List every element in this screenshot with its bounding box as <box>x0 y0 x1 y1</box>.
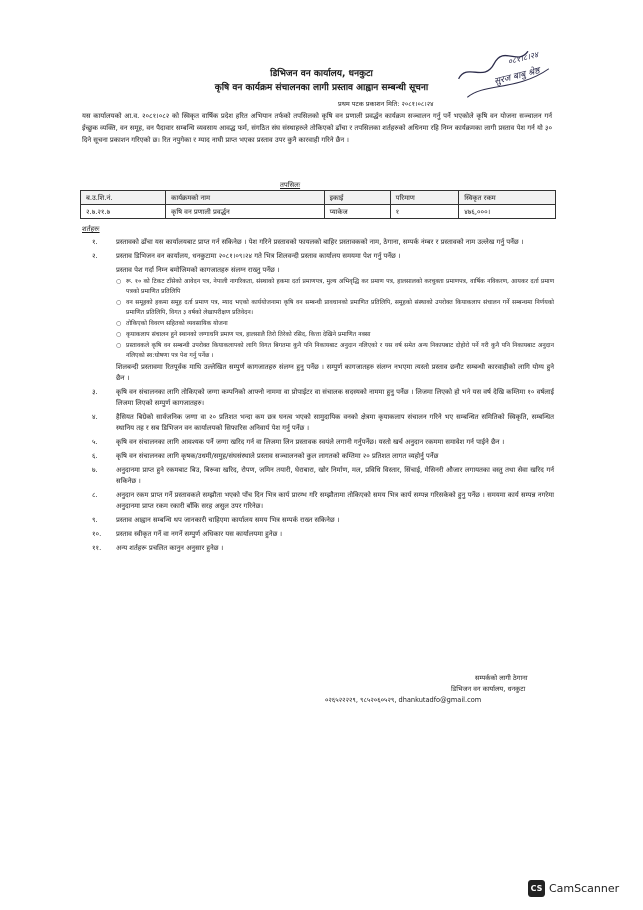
publication-date: प्रथम पटक प्रकाशन मिति: २०८१।०८।२४ <box>338 100 434 108</box>
condition-item <box>92 387 554 409</box>
condition-number <box>92 265 116 384</box>
table-caption: तपसिलः <box>280 181 301 189</box>
condition-number: १. <box>92 238 98 246</box>
program-table <box>80 190 556 219</box>
col-budget-code: ब.उ.शि.नं. <box>81 191 166 205</box>
cell-program-name: कृषि वन प्रणाली प्रवर्द्धन <box>166 205 325 219</box>
cell-budget-code: २.७.२१.७ <box>81 205 166 219</box>
condition-item <box>92 451 554 462</box>
stamp-name: सुरज बाबु श्रेष्ठ <box>493 66 541 88</box>
documents-note: शिलबन्दी प्रस्तावमा रितपूर्वक माथि उल्लेखित सम्पुर्ण कागजातहरु संलग्न हुनु पर्नेछ । सम्पुर्ण कागजातहरु संलग्न नभएमा त्यस्तो प्रस्ताव छनौट सम्बन्धी कारवाहीको लागि योग्य हुने छैन । <box>116 363 554 382</box>
camscanner-watermark <box>528 880 619 897</box>
document-item <box>116 330 554 340</box>
condition-text: कृषि वन संचालनका लागि आवश्यक पर्ने जग्गा खरिद गर्न वा लिजमा लिन प्रस्तावक स्वयंले लगानी गर्नुपर्नेछ। यस्तो खर्च अनुदान रकममा समावेश गर्न पाईने छैन । <box>116 438 505 446</box>
document-item <box>116 298 554 318</box>
conditions-list <box>92 237 554 557</box>
condition-text: अनुदान रकम प्राप्त गर्ने प्रस्तावकले सम्झौता भएको पाँच दिन भित्र कार्य प्रारम्भ गरि सम्झौतामा तोकिएको समय भित्र कार्य सम्पन्न गरिसकेको हुनु पर्नेछ । समयमा कार्य सम्पन्न नगरेमा अनुदानमा प्राप्त रकम रकारी बाँकि सरह असुल उपर गरिनेछ। <box>116 491 554 510</box>
bullet-icon: ○ <box>116 278 122 285</box>
office-name: डिभिजन वन कार्यालय, धनकुटा <box>270 69 373 79</box>
camscanner-logo: CS <box>528 880 545 897</box>
cell-unit: प्याकेज <box>324 205 390 219</box>
condition-text: प्रस्ताव स्वीकृत गर्ने वा नगर्ने सम्पुर्ण अधिकार यस कार्यालयमा हुनेछ । <box>116 530 283 538</box>
col-quantity: परिमाण <box>390 191 459 205</box>
condition-number: ९. <box>92 516 98 524</box>
condition-number: २. <box>92 252 98 260</box>
notice-header <box>0 68 643 95</box>
document-text: वन समूहको हकमा समूह दर्ता प्रमाण पत्र, म्याद भएको कार्ययोजनामा कृषि वन सम्बन्धी प्रावधानको प्रमाणित प्रतिलिपि, समूहको संस्थाको उपरोक्त कियाकलाप संचालन गर्ने सम्बन्धमा निर्णयको प्रमाणित प्रतिलिपि, विगत ३ वर्षको लेखापरीक्षण प्रतिवेदन। <box>126 299 554 316</box>
document-text: प्रस्तावकले कृषि वन सम्बन्धी उपरोक्त कियाकलापको लागि विगत बिगतमा कुनै पनि निकायबाट अनुदान नलिएको र यस वर्ष समेत अन्य निकायबाट दोहोरो पर्ने गरी कुनै पनि निकायबाट अनुदान नलिएको स्व:घोषणा पत्र पेश गर्नु पर्नेछ । <box>126 342 554 359</box>
contact-block <box>325 673 528 706</box>
bullet-icon: ○ <box>116 342 122 349</box>
contact-label: सम्पर्कको लागी ठेगाना <box>475 674 528 682</box>
col-approved-amount: स्विकृत रकम <box>459 191 556 205</box>
condition-item <box>92 543 554 554</box>
condition-text: प्रस्ताव आह्वान सम्बन्धि थप जानकारी चाहिएमा कार्यालय समय भित्र सम्पर्क राख्न सकिनेछ । <box>116 516 340 524</box>
conditions-title: शर्तहरुः <box>82 225 100 233</box>
stamp-date: ०८१।८।२४ <box>506 50 540 67</box>
cell-approved-amount: ४७६,०००। <box>459 205 556 219</box>
condition-item <box>92 251 554 262</box>
condition-text: कृषि वन संचालनका लागि तोकिएको जग्गा कम्पनिको आफ्नो नाममा वा प्रोपाईटर वा संचालक सदस्यको नाममा हुनु पर्नेछ । लिजमा लिएको हो भने यस वर्ष देखि कम्तिमा १० वर्षलाई लिजमा लिएको सम्पुर्ण कागजातहरु। <box>116 388 554 407</box>
condition-text: कृषि वन संचालनका लागि कृषक/उधमी/समुह/संघसंस्थाले प्रस्ताव सञ्चालनको कुल लागतको कम्तिमा २० प्रतिशत लागत व्यहोर्नु पर्नेछ <box>116 452 439 460</box>
condition-number: ७. <box>92 466 98 474</box>
condition-text: प्रस्तावको ढाँचा यस कार्यालयबाट प्राप्त गर्न सकिनेछ । पेश गरिने प्रस्तावको फायलको बाहिर प्रस्तावकको नाम, ठेगाना, सम्पर्क नंम्बर र प्रस्तावको नाम उल्लेख गर्नु पर्नेछ । <box>116 238 524 246</box>
condition-number: ६. <box>92 452 98 460</box>
bullet-icon: ○ <box>116 299 122 306</box>
condition-item <box>92 412 554 434</box>
required-documents-list <box>116 277 554 361</box>
table-header-row <box>81 191 556 205</box>
intro-paragraph: यस कार्यालयको आ.व. २०८१।०८२ को स्विकृत वार्षिक प्रदेश हरित अभियान तर्फको तपसिलको कृषि वन प्रणाली प्रवर्द्धन कार्यक्रम सञ्चालन गर्नु पर्ने भएकोले कृषि वन योजना सञ्चालन गर्न ईच्छुक व्यक्ति, वन समूह, वन पैदावार सम्बन्धि व्यवसाय आवद्ध फर्म, संगठित संघ संस्थाहरुले तोकिएको ढाँचा र तपसिलका शर्तहरुको अधिनमा रहि निम्न कार्यक्रमका लागी प्रस्ताव पेश गर्न यो ३० दिने सूचना प्रकाशन गरिएको छ। रित नपुगेका र म्याद नाघी प्राप्त भएका प्रस्ताव उपर कुनै कारवाही गरिने छैन । <box>82 112 552 144</box>
condition-text: प्रस्ताव पेश गर्दा निम्न बमोजिमको कागजातहरु संलग्न राख्नु पर्नेछ । <box>116 266 280 274</box>
document-text: कृयाकलाप संचालन हुने स्थानको जग्गाधनि प्रमाण पत्र, हालसालै तिरो तिरेको रसिद, कित्ता देखिने प्रमाणित नक्सा <box>126 331 371 338</box>
condition-item <box>92 237 554 248</box>
document-item <box>116 277 554 297</box>
document-text: रू. १० को टिकट टाँसेको आवेदन पत्र, नेपाली नागरिकता, संस्थाको हकमा दर्ता प्रमाणपत्र, मुल्य अभिवृद्धि कर प्रमाण पत्र, हालसालको करचुक्ता प्रमाणपत्र, वार्षिक नविकरण, आयकर दर्ता प्रमाण पत्रको प्रमाणित प्रतिलिपि <box>126 278 554 295</box>
condition-item <box>92 529 554 540</box>
contact-phones-email: ०२६५२२२२९, ९८५२०६०५२९, dhankutadfo@gmail.com <box>325 696 482 704</box>
document-item <box>116 341 554 361</box>
table-row <box>81 205 556 219</box>
document-text: तोकिएको विवरण सहितको व्यवसायिक योजना <box>126 320 228 327</box>
condition-number: ३. <box>92 388 98 396</box>
col-program-name: कार्यक्रमको नाम <box>166 191 325 205</box>
condition-body <box>116 265 554 384</box>
condition-number: ११. <box>92 544 102 552</box>
condition-text: अनुदानमा प्राप्त हुने रकमबाट बिउ, बिरूवा खरिद, रोपण, जमिन तयारी, घेराबारा, खोर निर्माण, मल, प्रविधि विस्तार, सिंचाई, मेसिनरी औजार लगायतका वस्तु तथा सेवा खरिद गर्न सकिनेछ । <box>116 466 554 485</box>
condition-item <box>92 515 554 526</box>
condition-text: हैसियत बिग्रेको सार्वजनिक जग्गा वा २० प्रतिशत भन्दा कम छत्र घनत्व भएको सामुदायिक वनको क्षेत्रमा कृयाकलाप संचालन गरिने भए सम्बन्धित समितिको स्विकृति, सम्बन्धित स्थानिय तह र सब डिभिजन वन कार्यालयको सिफारिस अनिवार्य पेश गर्नु पर्नेछ । <box>116 413 554 432</box>
condition-item <box>92 490 554 512</box>
col-unit: इकाई <box>324 191 390 205</box>
condition-number: १०. <box>92 530 102 538</box>
notice-subject: कृषि वन कार्यक्रम संचालनका लागी प्रस्ताव आह्वान सम्बन्धी सूचना <box>214 83 429 93</box>
cell-quantity: १ <box>390 205 459 219</box>
condition-text: प्रस्ताव डिभिजन वन कार्यालय, धनकुटामा २०८१।०९।२४ गते भित्र शिलवन्दी प्रस्ताव कार्यालय समयमा पेश गर्नु पर्नेछ । <box>116 252 401 260</box>
camscanner-text: CamScanner <box>549 882 620 895</box>
condition-number: ८. <box>92 491 98 499</box>
condition-item <box>92 265 554 384</box>
condition-number: ५. <box>92 438 98 446</box>
bullet-icon: ○ <box>116 320 122 327</box>
bullet-icon: ○ <box>116 331 122 338</box>
document-item <box>116 319 554 329</box>
condition-item <box>92 437 554 448</box>
condition-text: अन्य शर्तहरू प्रचलित कानुन अनुसार हुनेछ । <box>116 544 224 552</box>
contact-office: डिभिजन वन कार्यालय, धनकुटा <box>451 685 526 693</box>
condition-item <box>92 465 554 487</box>
condition-number: ४. <box>92 413 98 421</box>
